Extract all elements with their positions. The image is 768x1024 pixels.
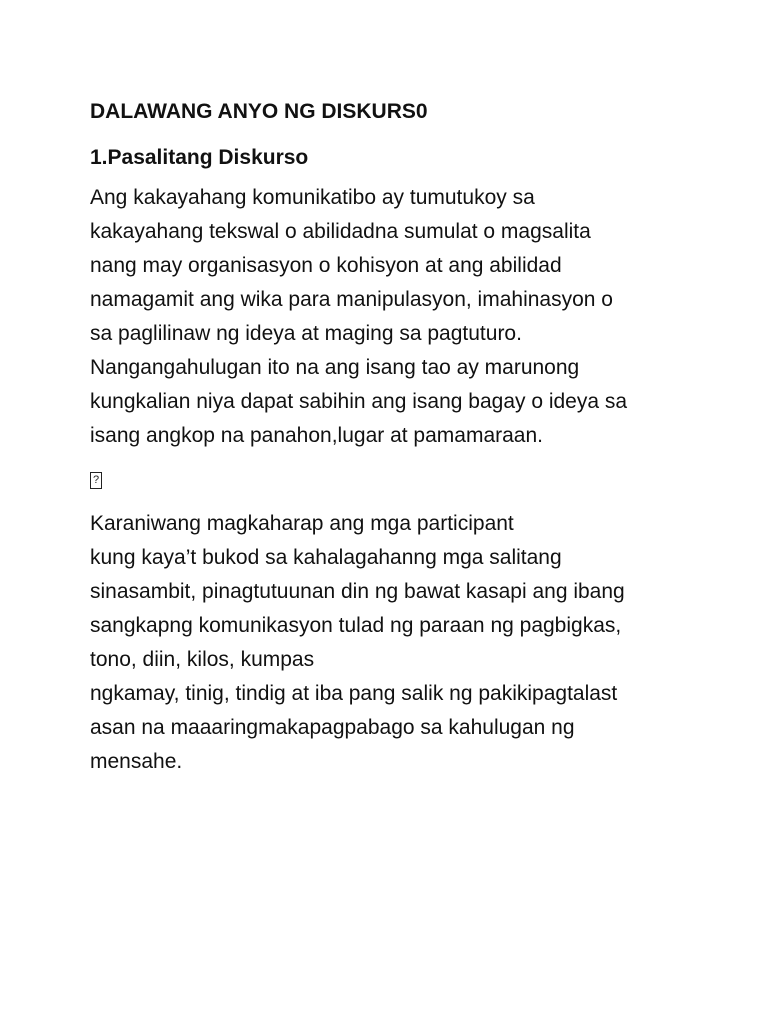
paragraph-1: Ang kakayahang komunikatibo ay tumutukoy sa kakayahang tekswal o abilidadna sumulat o magsalita nang may organisasyon o kohisyon at ang abilidad namagamit ang wika para manipulasyon, imahinasyon o sa paglilinaw ng ideya at maging sa pagtuturo. Nangangahulugan ito na ang isang tao ay marunong kungkalian niya dapat sabihin ang isang bagay o ideya sa isang angkop na panahon,lugar at pamamaraan. (90, 186, 628, 447)
missing-glyph-icon (90, 472, 102, 489)
paragraph-2: Karaniwang magkaharap ang mga participant kung kaya’t bukod sa kahalagahanng mga salitang sinasambit, pinagtutuunan din ng bawat kasapi ang ibang sangkapng komunikasyon tulad ng paraan ng pagbigkas, tono, diin, kilos, kumpas ngkamay, tinig, tindig at iba pang salik ng pakikipagtalast asan na maaaringmakapagpabago sa kahulugan ng mensahe. (90, 512, 625, 773)
document-title: DALAWANG ANYO NG DISKURS0 (90, 100, 428, 123)
missing-glyph-mark: ? (93, 474, 100, 486)
section-heading: 1.Pasalitang Diskurso (90, 146, 309, 169)
